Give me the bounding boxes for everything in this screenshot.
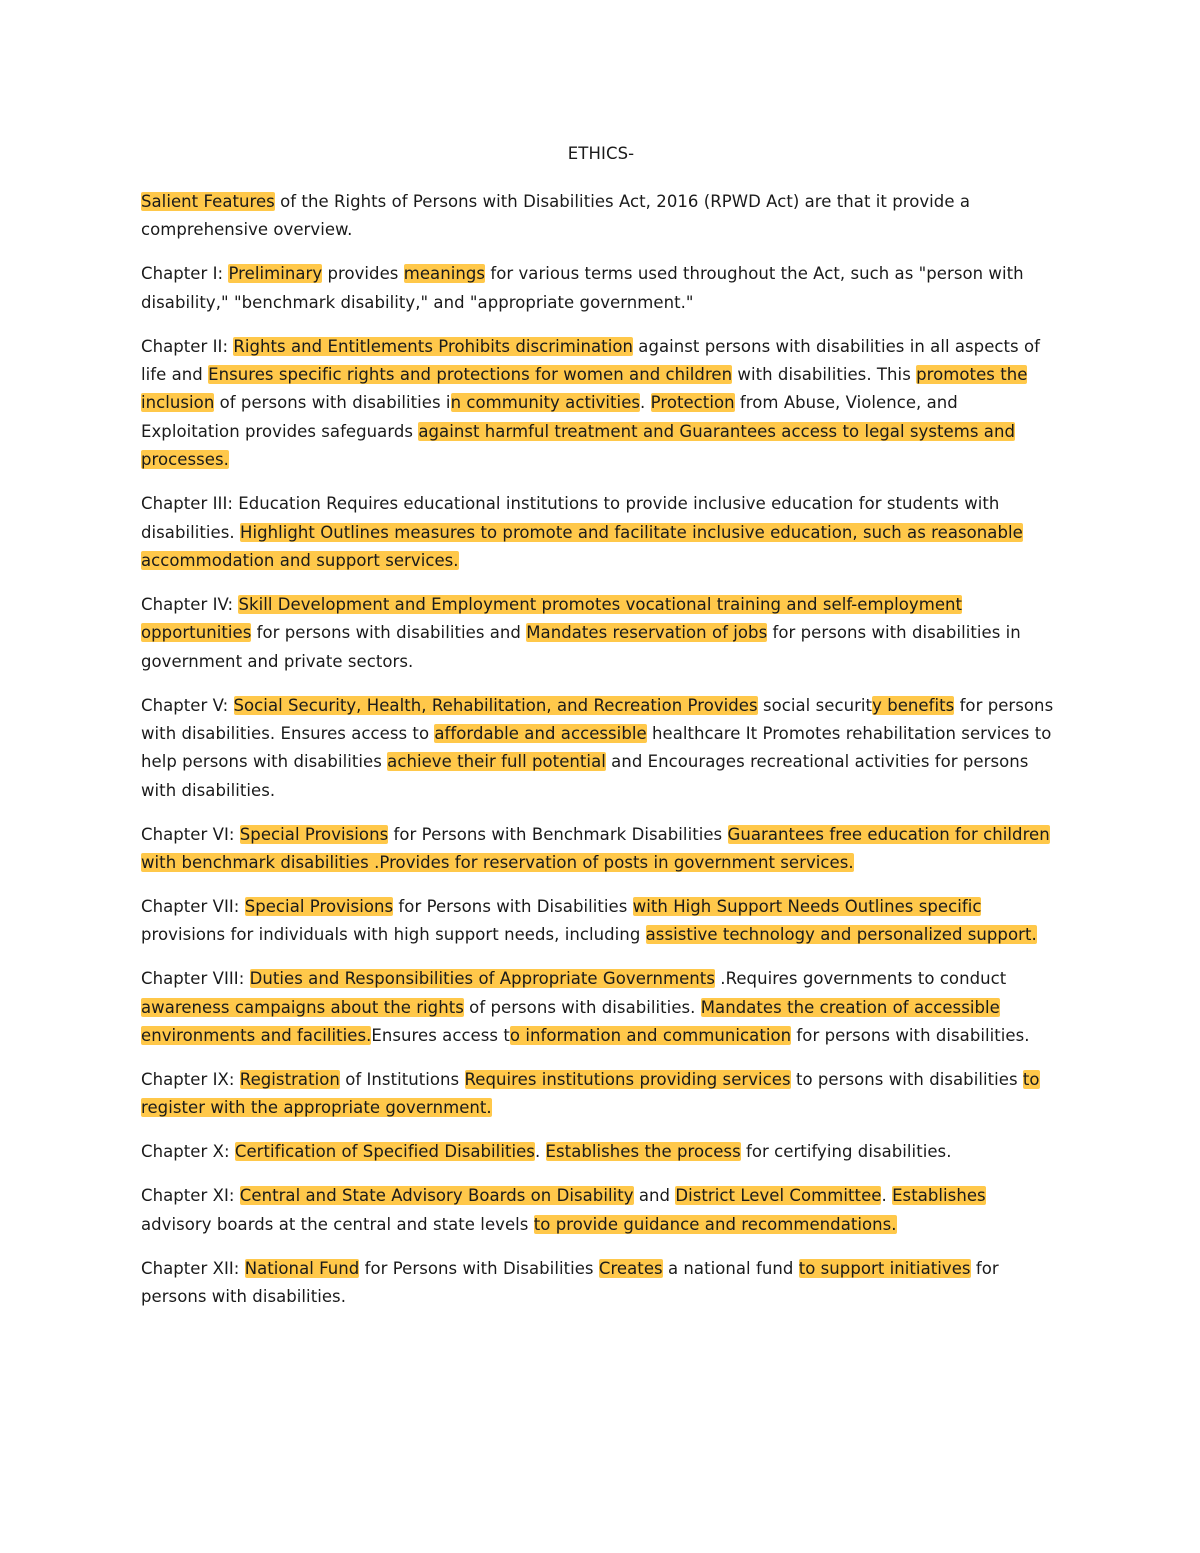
text-run: of the Rights of Persons with Disabilities Act, 2016 (RPWD Act) are that it provide a comprehensive overview.: [141, 192, 970, 240]
text-run: Chapter IX:: [141, 1070, 240, 1090]
highlighted-text: Rights and Entitlements Prohibits discrimination: [233, 336, 633, 356]
text-run: Chapter VI:: [141, 824, 240, 844]
text-run: Chapter XI:: [141, 1186, 240, 1206]
highlighted-text: to provide guidance and recommendations.: [533, 1214, 897, 1234]
text-run: advisory boards at the central and state levels: [141, 1214, 534, 1234]
highlighted-text: Requires institutions providing services: [464, 1070, 791, 1090]
text-run: .: [881, 1186, 893, 1206]
text-run: Chapter I:: [141, 264, 229, 284]
highlighted-text: Ensures specific rights and protections for women and children: [208, 365, 733, 385]
highlighted-text: Highlight Outlines measures to promote and facilitate inclusive education, such as reasonable accommodation and support services.: [141, 522, 1023, 570]
text-run: for persons with disabilities in government and private sectors.: [141, 623, 1021, 671]
text-run: Chapter II:: [141, 336, 234, 356]
highlighted-text: Special Provisions: [244, 897, 394, 917]
highlighted-text: Special Provisions: [239, 824, 389, 844]
paragraph-chapter-3: [141, 490, 1061, 575]
text-run: against persons with disabilities in all aspects of life and: [141, 336, 1040, 385]
highlighted-text: Establishes: [892, 1186, 986, 1206]
highlighted-text: with High Support Needs Outlines specific: [632, 897, 982, 917]
highlighted-text: against harmful treatment and Guarantees access to legal systems and processes.: [141, 421, 1015, 470]
text-run: for persons with disabilities.: [791, 1026, 1030, 1046]
text-run: Chapter VII:: [141, 897, 245, 917]
highlighted-text: assistive technology and personalized support.: [645, 925, 1037, 945]
highlighted-text: Certification of Specified Disabilities: [234, 1142, 535, 1162]
text-run: .: [534, 1142, 546, 1162]
highlighted-text: meanings: [403, 264, 486, 284]
highlighted-text: Skill Development and Employment promotes vocational training and self-employment opportunities: [141, 594, 963, 643]
text-run: for Persons with Disabilities: [393, 897, 633, 917]
text-run: healthcare It Promotes rehabilitation services to help persons with disabilities: [141, 724, 1052, 772]
text-run: provides: [322, 264, 404, 284]
text-run: for Persons with Disabilities: [359, 1258, 599, 1278]
highlighted-text: o information and communication: [509, 1026, 792, 1046]
paragraph-chapter-1: [141, 260, 1061, 317]
text-run: and: [633, 1186, 676, 1206]
highlighted-text: Establishes the process: [545, 1142, 741, 1162]
paragraph-chapter-12: [141, 1255, 1061, 1312]
highlighted-text: Social Security, Health, Rehabilitation, and Recreation Provides: [233, 695, 758, 715]
highlighted-text: Protection: [650, 393, 735, 413]
paragraph-chapter-5: [141, 692, 1061, 806]
paragraph-chapter-11: [141, 1182, 1061, 1239]
highlighted-text: National Fund: [244, 1258, 360, 1278]
highlighted-text: affordable and accessible: [434, 724, 647, 743]
highlighted-text: awareness campaigns about the rights: [141, 997, 464, 1017]
text-run: of persons with disabilities.: [463, 997, 701, 1017]
paragraph-chapter-2: [141, 333, 1061, 475]
text-run: .Requires governments to conduct: [714, 969, 1007, 989]
paragraph-chapter-10: [141, 1138, 1061, 1166]
text-run: Chapter III: Education Requires educational institutions to provide inclusive education for students with disabilities.: [141, 494, 1000, 542]
text-run: of persons with disabilities i: [214, 393, 451, 413]
highlighted-text: Creates: [598, 1258, 663, 1278]
text-run: and Encourages recreational activities for persons with disabilities.: [141, 752, 1029, 800]
text-run: a national fund: [662, 1258, 799, 1278]
text-run: with disabilities. This: [732, 365, 917, 385]
text-run: for persons with disabilities and: [251, 623, 527, 643]
paragraph-chapter-4: [141, 591, 1061, 676]
text-run: to persons with disabilities: [790, 1070, 1023, 1090]
text-run: Chapter X:: [141, 1142, 235, 1162]
highlighted-text: Registration: [239, 1070, 340, 1090]
text-run: social securit: [757, 695, 873, 715]
document-page: [141, 140, 1061, 1327]
highlighted-text: n community activities: [450, 393, 641, 413]
highlighted-text: District Level Committee: [675, 1186, 882, 1206]
text-run: for Persons with Benchmark Disabilities: [388, 824, 728, 844]
text-run: Ensures access t: [371, 1026, 510, 1046]
highlighted-text: Mandates the creation of accessible environments and facilities.: [141, 997, 1000, 1046]
text-run: .: [640, 393, 651, 413]
highlighted-text: Mandates reservation of jobs: [526, 623, 768, 643]
text-run: Chapter VIII:: [141, 969, 250, 989]
highlighted-text: Central and State Advisory Boards on Disability: [239, 1186, 634, 1206]
document-body: [141, 188, 1061, 1311]
highlighted-text: to register with the appropriate government.: [141, 1070, 1040, 1118]
paragraph-chapter-8: [141, 965, 1061, 1050]
paragraph-chapter-7: [141, 893, 1061, 950]
text-run: for various terms used throughout the Act, such as "person with disability," "benchmark disability," and "appropriate government.": [141, 264, 1024, 312]
text-run: Chapter V:: [141, 695, 234, 715]
highlighted-text: Guarantees free education for children with benchmark disabilities .Provides for reservation of posts in government services.: [141, 824, 1050, 873]
highlighted-text: to support initiatives: [798, 1258, 971, 1278]
highlighted-text: y benefits: [872, 695, 955, 715]
highlighted-text: Duties and Responsibilities of Appropriate Governments: [249, 969, 715, 989]
text-run: for certifying disabilities.: [740, 1142, 952, 1162]
paragraph-chapter-9: [141, 1066, 1061, 1123]
highlighted-text: Salient Features: [141, 192, 275, 211]
text-run: for persons with disabilities.: [141, 1258, 999, 1306]
highlighted-text: Preliminary: [228, 264, 323, 284]
text-run: for persons with disabilities. Ensures access to: [141, 695, 1054, 743]
highlighted-text: promotes the inclusion: [141, 365, 1028, 413]
text-run: Chapter IV:: [141, 594, 239, 614]
text-run: provisions for individuals with high support needs, including: [141, 925, 646, 945]
text-run: Chapter XII:: [141, 1258, 245, 1278]
text-run: from Abuse, Violence, and Exploitation provides safeguards: [141, 393, 958, 441]
document-title: ETHICS-: [567, 144, 635, 163]
paragraph-chapter-6: [141, 821, 1061, 878]
paragraph-intro: [141, 188, 1061, 245]
highlighted-text: achieve their full potential: [387, 752, 606, 772]
text-run: of Institutions: [339, 1070, 465, 1090]
